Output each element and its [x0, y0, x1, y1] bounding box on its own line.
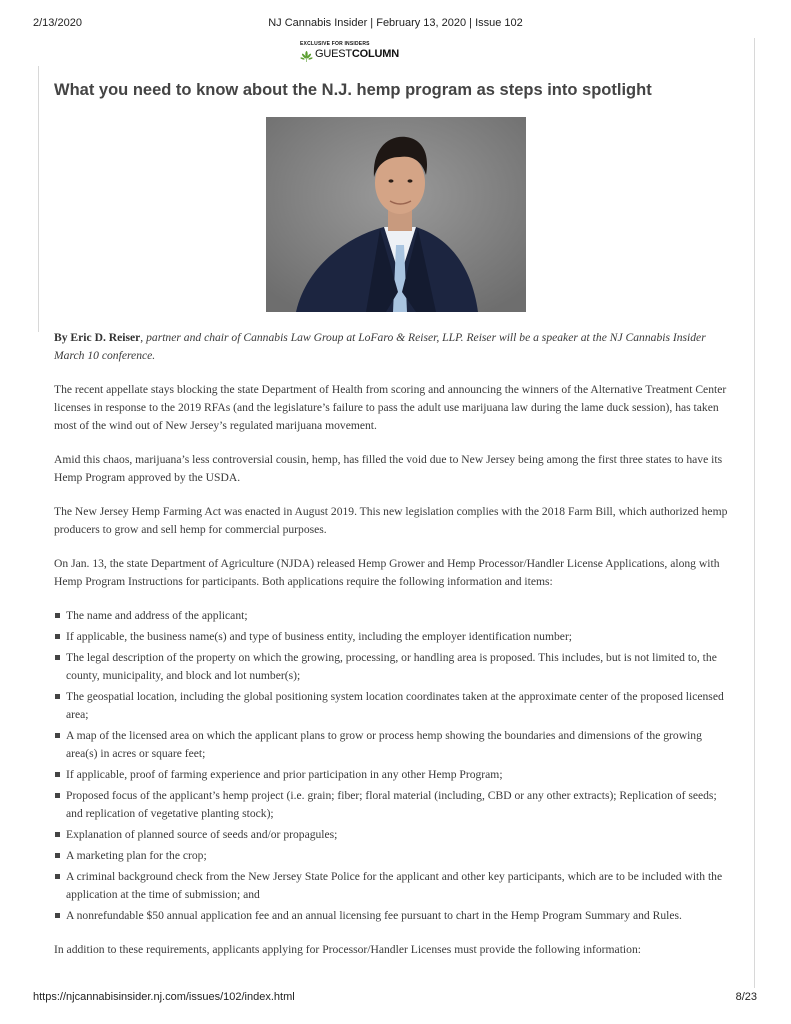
print-title: NJ Cannabis Insider | February 13, 2020 | Issue 102 [268, 17, 523, 29]
list-item [54, 826, 736, 844]
list-item-text: A map of the licensed area on which the applicant plans to grow or process hemp showing the boundaries and dimensions of the growing area(s) in acres or square feet; [66, 729, 702, 760]
square-bullet-icon [55, 613, 60, 618]
list-item-text: The name and address of the applicant; [66, 609, 248, 622]
frame-divider-left [38, 66, 39, 332]
list-item-text: Proposed focus of the applicant’s hemp project (i.e. grain; fiber; floral material (including, CBD or any other extracts); Replication of seeds; and replication of vegetative planting stock); [66, 789, 717, 820]
closing-paragraph: In addition to these requirements, applicants applying for Processor/Handler Licenses must provide the following information: [54, 943, 641, 956]
print-date: 2/13/2020 [33, 17, 82, 29]
badge-kicker: EXCLUSIVE FOR INSIDERS [300, 41, 370, 47]
paragraph-4: On Jan. 13, the state Department of Agriculture (NJDA) released Hemp Grower and Hemp Processor/Handler License Applications, along with Hemp Program Instructions for participants. Both applications require the following information and items: [54, 557, 720, 588]
article-headline: What you need to know about the N.J. hemp program as steps into spotlight [54, 81, 652, 99]
square-bullet-icon [55, 853, 60, 858]
list-item [54, 649, 736, 685]
square-bullet-icon [55, 832, 60, 837]
list-item-text: A nonrefundable $50 annual application fee and an annual licensing fee pursuant to chart in the Hemp Program Summary and Rules. [66, 909, 682, 922]
print-header [0, 17, 791, 33]
paragraph-3: The New Jersey Hemp Farming Act was enacted in August 2019. This new legislation complies with the 2018 Farm Bill, which authorized hemp producers to grow and sell hemp for commercial purposes. [54, 505, 728, 536]
frame-divider-right [754, 38, 755, 988]
list-item [54, 868, 736, 904]
guest-column-badge [300, 41, 399, 60]
list-item-text: The geospatial location, including the global positioning system location coordinates taken at the approximate center of the proposed licensed area; [66, 690, 724, 721]
list-item [54, 787, 736, 823]
list-item [54, 628, 736, 646]
byline-separator: , [140, 331, 147, 344]
list-item-text: The legal description of the property on which the growing, processing, or handling area is proposed. This includes, but is not limited to, the county, municipality, and block and lot number(s); [66, 651, 717, 682]
author-portrait-photo [266, 117, 526, 312]
cannabis-leaf-icon [300, 49, 313, 60]
byline-description: partner and chair of Cannabis Law Group at LoFaro & Reiser, LLP. Reiser will be a speaker at the NJ Cannabis Insider March 10 conference. [54, 331, 706, 362]
list-item [54, 907, 736, 925]
print-url: https://njcannabisinsider.nj.com/issues/102/index.html [33, 991, 295, 1003]
list-item [54, 766, 736, 784]
page-number: 8/23 [735, 991, 757, 1003]
paragraph-2: Amid this chaos, marijuana’s less controversial cousin, hemp, has filled the void due to New Jersey being among the first three states to have its Hemp Program approved by the USDA. [54, 453, 723, 484]
print-footer [0, 991, 791, 1007]
square-bullet-icon [55, 655, 60, 660]
article-body [54, 329, 736, 975]
square-bullet-icon [55, 772, 60, 777]
list-item [54, 607, 736, 625]
requirements-list [54, 607, 736, 925]
list-item-text: Explanation of planned source of seeds and/or propagules; [66, 828, 338, 841]
square-bullet-icon [55, 793, 60, 798]
list-item [54, 847, 736, 865]
list-item [54, 688, 736, 724]
byline-author: By Eric D. Reiser [54, 331, 141, 344]
list-item-text: If applicable, the business name(s) and type of business entity, including the employer identification number; [66, 630, 573, 643]
square-bullet-icon [55, 874, 60, 879]
badge-label-bold: COLUMN [351, 48, 399, 60]
list-item-text: A marketing plan for the crop; [66, 849, 207, 862]
square-bullet-icon [55, 733, 60, 738]
byline [54, 329, 736, 365]
square-bullet-icon [55, 634, 60, 639]
list-item-text: If applicable, proof of farming experience and prior participation in any other Hemp Program; [66, 768, 503, 781]
list-item-text: A criminal background check from the New Jersey State Police for the applicant and other key participants, which are to be included with the application at the time of submission; and [66, 870, 723, 901]
square-bullet-icon [55, 913, 60, 918]
list-item [54, 727, 736, 763]
square-bullet-icon [55, 694, 60, 699]
badge-label-light: GUEST [315, 48, 352, 60]
paragraph-1: The recent appellate stays blocking the state Department of Health from scoring and announcing the winners of the Alternative Treatment Center licenses in response to the 2019 RFAs (and the legislature’s failure to pass the adult use marijuana law during the lame duck session), has taken most of the wind out of New Jersey’s regulated marijuana movement. [54, 383, 727, 432]
